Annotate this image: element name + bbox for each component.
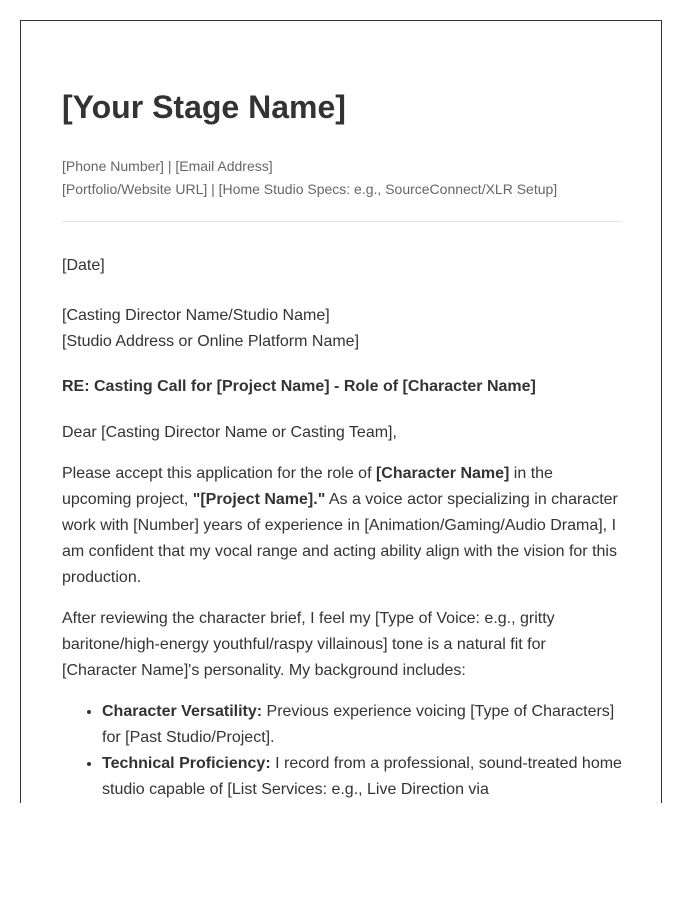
project-name-bold: "[Project Name]." xyxy=(192,491,326,508)
paragraph-line: [Character Name]'s personality. My background includes: xyxy=(62,662,466,679)
recipient-block xyxy=(62,303,624,355)
letter-date: [Date] xyxy=(62,257,105,274)
paragraph-background xyxy=(62,606,624,684)
paragraph-line: After reviewing the character brief, I feel my [Type of Voice: e.g., gritty xyxy=(62,610,555,627)
letter-body xyxy=(62,253,624,803)
character-name-bold: [Character Name] xyxy=(375,465,510,482)
list-item: • Technical Proficiency: I record from a professional, sound-treated home studio capable of [List Services: e.g., Live Direction via xyxy=(102,751,624,803)
list-item: • Character Versatility: Previous experience voicing [Type of Characters] for [Past Studio/Project]. xyxy=(102,699,624,751)
paragraph-line: production. xyxy=(62,569,142,586)
header-divider xyxy=(62,221,622,222)
contact-info xyxy=(62,155,557,201)
highlights-list xyxy=(62,699,624,803)
highlight-label: Character Versatility: xyxy=(102,703,263,720)
recipient-name: [Casting Director Name/Studio Name] xyxy=(62,307,330,324)
stage-name-heading: [Your Stage Name] xyxy=(62,89,346,125)
subject-line: RE: Casting Call for [Project Name] - Role of [Character Name] xyxy=(62,378,536,395)
highlight-label: Technical Proficiency: xyxy=(102,755,271,772)
salutation: Dear [Casting Director Name or Casting Team], xyxy=(62,424,397,441)
letter-page xyxy=(20,20,662,803)
contact-line-phone-email: [Phone Number] | [Email Address] xyxy=(62,158,273,174)
contact-line-portfolio-studio: [Portfolio/Website URL] | [Home Studio Specs: e.g., SourceConnect/XLR Setup] xyxy=(62,181,558,197)
paragraph-line: Please accept this application for the role of [Character Name] in the xyxy=(62,465,553,482)
paragraph-line: baritone/high-energy youthful/raspy villainous] tone is a natural fit for xyxy=(62,636,546,653)
paragraph-line: upcoming project, "[Project Name]." As a voice actor specializing in character xyxy=(62,491,618,508)
recipient-address: [Studio Address or Online Platform Name] xyxy=(62,333,360,350)
paragraph-line: am confident that my vocal range and acting ability align with the vision for this xyxy=(62,543,617,560)
paragraph-line: work with [Number] years of experience in [Animation/Gaming/Audio Drama], I xyxy=(62,517,617,534)
paragraph-intro xyxy=(62,461,624,591)
